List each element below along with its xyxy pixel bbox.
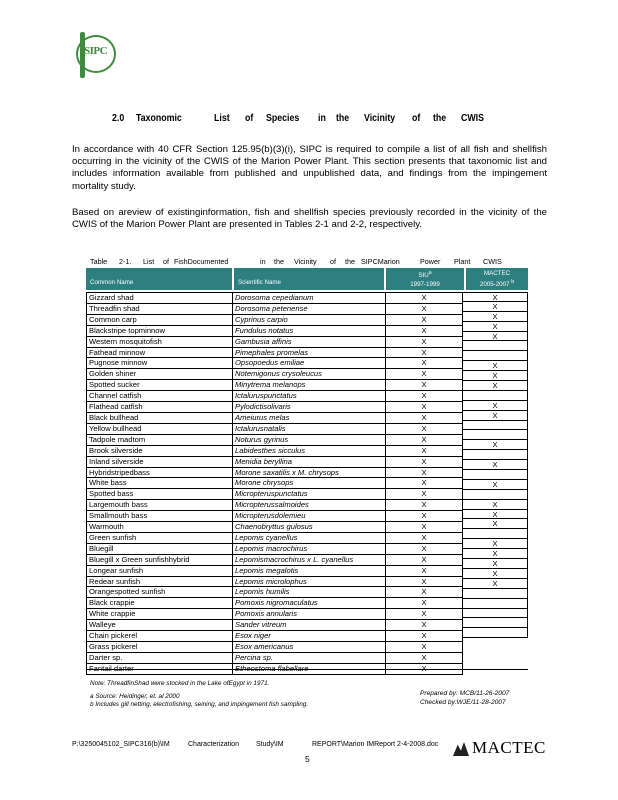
common-name-cell: Black crappie <box>87 598 233 609</box>
heading-word: in <box>318 113 326 124</box>
scientific-name-cell: Ictaluruspunctatus <box>233 391 386 402</box>
heading-word: Taxonomic <box>136 113 182 124</box>
siu-cell: X <box>386 620 463 631</box>
mactec-cell: X <box>462 460 528 470</box>
scientific-name-cell: Etheostoma flabellare <box>233 663 386 674</box>
heading-word: Vicinity <box>364 113 396 124</box>
common-name-cell: Walleye <box>87 620 233 631</box>
siu-cell: X <box>386 543 463 554</box>
common-name-cell: Fantail darter <box>87 663 233 674</box>
common-name-cell: Brook silverside <box>87 445 233 456</box>
mactec-cell <box>462 599 528 609</box>
mactec-cell: X <box>462 539 528 549</box>
scientific-name-cell: Micropteruspunctatus <box>233 489 386 500</box>
siu-cell: X <box>386 598 463 609</box>
header-siu: SIU$^a$ 1997-1999 <box>386 268 464 290</box>
caption-word: Vicinity <box>294 257 317 266</box>
siu-cell: X <box>386 391 463 402</box>
scientific-name-cell: Lepomis humilis <box>233 587 386 598</box>
table-row <box>87 609 463 620</box>
siu-cell: X <box>386 293 463 304</box>
mactec-cell <box>462 490 528 500</box>
mactec-cell: X <box>462 569 528 579</box>
table-row <box>87 336 463 347</box>
siu-cell: X <box>386 456 463 467</box>
mactec-cell <box>462 421 528 431</box>
common-name-cell: Grass pickerel <box>87 642 233 653</box>
common-name-cell: Hybridstripedbass <box>87 467 233 478</box>
siu-cell: X <box>386 565 463 576</box>
common-name-cell: Fathead minnow <box>87 347 233 358</box>
scientific-name-cell: Pomoxis nigromaculatus <box>233 598 386 609</box>
mactec-cell: X <box>462 549 528 559</box>
caption-word: the <box>274 257 284 266</box>
scientific-name-cell: Lepomis cyanellus <box>233 532 386 543</box>
mactec-cell <box>462 341 528 351</box>
mactec-cell: X <box>462 361 528 371</box>
mactec-cell: X <box>462 411 528 421</box>
heading-word: List <box>214 113 230 124</box>
common-name-cell: Green sunfish <box>87 532 233 543</box>
siu-cell: X <box>386 652 463 663</box>
siu-cell: X <box>386 314 463 325</box>
mactec-cell: X <box>462 381 528 391</box>
siu-cell: X <box>386 402 463 413</box>
mactec-cell: X <box>462 440 528 450</box>
mactec-cell: X <box>462 332 528 342</box>
table-row <box>87 522 463 533</box>
common-name-cell: Yellow bullhead <box>87 423 233 434</box>
heading-word: of <box>245 113 254 124</box>
scientific-name-cell: Sander vitreum <box>233 620 386 631</box>
scientific-name-cell: Lepomismacrochirus x L. cyanellus <box>233 554 386 565</box>
caption-word: FishDocumented <box>174 257 229 266</box>
table-row <box>87 543 463 554</box>
table-row <box>87 423 463 434</box>
review-paragraph: Based on areview of existinginformation, fish and shellfish species previously recorded in the vicinity of the CWIS of the Marion Power Plant are presented in Tables 2-1 and 2-2, respectively. <box>72 207 547 231</box>
scientific-name-cell: Esox americanus <box>233 642 386 653</box>
siu-cell: X <box>386 369 463 380</box>
table-row <box>87 489 463 500</box>
scientific-name-cell: Minytrema melanops <box>233 380 386 391</box>
caption-word: List <box>143 257 155 266</box>
mactec-cell: X <box>462 500 528 510</box>
table-row <box>87 314 463 325</box>
heading-word: the <box>433 113 447 124</box>
table-row <box>87 391 463 402</box>
mactec-cell: X <box>462 579 528 589</box>
siu-cell: X <box>386 489 463 500</box>
table-row <box>87 532 463 543</box>
scientific-name-cell: Micropterusdolemieu <box>233 511 386 522</box>
siu-cell: X <box>386 642 463 653</box>
caption-word: Plant <box>454 257 471 266</box>
table-row <box>87 554 463 565</box>
common-name-cell: White crappie <box>87 609 233 620</box>
mactec-cell: X <box>462 401 528 411</box>
common-name-cell: Chain pickerel <box>87 631 233 642</box>
mactec-cell <box>462 430 528 440</box>
common-name-cell: Common carp <box>87 314 233 325</box>
mactec-cell <box>462 470 528 480</box>
heading-number: 2.0 <box>112 113 125 124</box>
mactec-cell: X <box>462 371 528 381</box>
note-includes: b Includes gill netting, electrofishing, seining, and impingement fish sampling. <box>90 701 309 708</box>
table-notes <box>86 669 528 718</box>
siu-cell: X <box>386 511 463 522</box>
table-row <box>87 380 463 391</box>
common-name-cell: Orangespotted sunfish <box>87 587 233 598</box>
common-name-cell: Bluegill <box>87 543 233 554</box>
common-name-cell: Tadpole madtom <box>87 434 233 445</box>
mactec-cell <box>462 589 528 599</box>
mactec-cell: X <box>462 559 528 569</box>
siu-cell: X <box>386 587 463 598</box>
intro-paragraph: In accordance with 40 CFR Section 125.95(b)(3)(i), SIPC is required to compile a list of all fish and shellfish occurring in the vicinity of the CWIS of the Marion Power Plant. This section presents that taxonomic list and includes information available from published and unpublished data, and findings from the impingement mortality study. <box>72 144 547 192</box>
common-name-cell: Warmouth <box>87 522 233 533</box>
scientific-name-cell: Gambusia affinis <box>233 336 386 347</box>
scientific-name-cell: Labidesthes sicculus <box>233 445 386 456</box>
table-row <box>87 467 463 478</box>
siu-cell: X <box>386 380 463 391</box>
table-row <box>87 587 463 598</box>
common-name-cell: Darter sp. <box>87 652 233 663</box>
heading-word: of <box>412 113 421 124</box>
table-row <box>87 511 463 522</box>
mactec-cell: X <box>462 519 528 529</box>
siu-cell: X <box>386 532 463 543</box>
scientific-name-cell: Opsopoedus emiliae <box>233 358 386 369</box>
common-name-cell: Gizzard shad <box>87 293 233 304</box>
siu-cell: X <box>386 631 463 642</box>
table-row <box>87 347 463 358</box>
scientific-name-cell: Notemigonus crysoleucus <box>233 369 386 380</box>
heading-word: CWIS <box>461 113 484 124</box>
siu-cell: X <box>386 423 463 434</box>
scientific-name-cell: Ameiurus melas <box>233 412 386 423</box>
scientific-name-cell: Esox niger <box>233 631 386 642</box>
mactec-cell: X <box>462 322 528 332</box>
siu-cell: X <box>386 347 463 358</box>
common-name-cell: Spotted sucker <box>87 380 233 391</box>
scientific-name-cell: Dorosoma petenense <box>233 303 386 314</box>
scientific-name-cell: Lepomis megalotis <box>233 565 386 576</box>
caption-word: in <box>260 257 266 266</box>
note-threadfin: Note: ThreadfinShad were stocked in the Lake ofEgypt in 1971. <box>90 680 270 687</box>
table-row <box>87 500 463 511</box>
mactec-cell <box>462 450 528 460</box>
scientific-name-cell: Chaenobryttus gulosus <box>233 522 386 533</box>
header-mactec: MACTEC 2005-2007 $^b$ <box>466 268 528 290</box>
scientific-name-cell: Dorosoma cepedianum <box>233 293 386 304</box>
siu-cell: X <box>386 609 463 620</box>
scientific-name-cell: Cyprinus carpio <box>233 314 386 325</box>
header-scientific-name: Scientific Name <box>234 268 384 290</box>
table-row <box>87 434 463 445</box>
common-name-cell: Channel catfish <box>87 391 233 402</box>
common-name-cell: Western mosquitofish <box>87 336 233 347</box>
scientific-name-cell: Menidia beryllina <box>233 456 386 467</box>
mactec-column <box>462 292 528 638</box>
mactec-cell: X <box>462 302 528 312</box>
scientific-name-cell: Percina sp. <box>233 652 386 663</box>
scientific-name-cell: Fundulus notatus <box>233 325 386 336</box>
mactec-cell <box>462 618 528 628</box>
siu-cell: X <box>386 554 463 565</box>
table-row <box>87 445 463 456</box>
table-row <box>87 412 463 423</box>
common-name-cell: Largemouth bass <box>87 500 233 511</box>
siu-cell: X <box>386 325 463 336</box>
common-name-cell: White bass <box>87 478 233 489</box>
prepared-checked <box>420 689 509 707</box>
siu-cell: X <box>386 663 463 674</box>
heading-word: the <box>336 113 350 124</box>
common-name-cell: Flathead catfish <box>87 402 233 413</box>
common-name-cell: Threadfin shad <box>87 303 233 314</box>
siu-cell: X <box>386 412 463 423</box>
scientific-name-cell: Pomoxis annularis <box>233 609 386 620</box>
table-row <box>87 358 463 369</box>
caption-word: CWIS <box>483 257 502 266</box>
siu-cell: X <box>386 303 463 314</box>
mactec-cell <box>462 529 528 539</box>
fish-species-table <box>86 268 528 675</box>
siu-cell: X <box>386 478 463 489</box>
common-name-cell: Pugnose minnow <box>87 358 233 369</box>
table-row <box>87 456 463 467</box>
common-name-cell: Smallmouth bass <box>87 511 233 522</box>
caption-word: 2-1. <box>119 257 132 266</box>
heading-word: Species <box>266 113 300 124</box>
caption-word: Table <box>90 257 108 266</box>
scientific-name-cell: Micropterussalmoides <box>233 500 386 511</box>
checked-by: Checked by:WJE/11-28-2007 <box>420 699 506 706</box>
siu-cell: X <box>386 467 463 478</box>
sipc-logo <box>72 32 120 74</box>
common-name-cell: Spotted bass <box>87 489 233 500</box>
mactec-cell <box>462 391 528 401</box>
table-row <box>87 620 463 631</box>
scientific-name-cell: Pimephales promelas <box>233 347 386 358</box>
common-name-cell: Bluegill x Green sunfishhybrid <box>87 554 233 565</box>
table-row <box>87 652 463 663</box>
caption-word: of <box>330 257 336 266</box>
logo-text: SIPC <box>84 45 108 57</box>
header-common-name: Common Name <box>86 268 232 290</box>
table-row <box>87 369 463 380</box>
scientific-name-cell: Lepomis microlophus <box>233 576 386 587</box>
siu-cell: X <box>386 358 463 369</box>
common-name-cell: Golden shiner <box>87 369 233 380</box>
siu-cell: X <box>386 500 463 511</box>
scientific-name-cell: Morone chrysops <box>233 478 386 489</box>
table-row <box>87 642 463 653</box>
table-body <box>86 292 463 675</box>
mactec-cell: X <box>462 312 528 322</box>
table-row <box>87 478 463 489</box>
mactec-logo-icon <box>452 741 470 757</box>
table-row <box>87 303 463 314</box>
table-header-row <box>86 268 528 292</box>
scientific-name-cell: Lepomis macrochirus <box>233 543 386 554</box>
scientific-name-cell: Noturus gyrinus <box>233 434 386 445</box>
caption-word: the <box>345 257 355 266</box>
mactec-cell <box>462 609 528 619</box>
scientific-name-cell: Morone saxatilis x M. chrysops <box>233 467 386 478</box>
scientific-name-cell: Ictalurusnatalis <box>233 423 386 434</box>
common-name-cell: Longear sunfish <box>87 565 233 576</box>
mactec-cell: X <box>462 292 528 302</box>
common-name-cell: Black bullhead <box>87 412 233 423</box>
table-row <box>87 293 463 304</box>
siu-cell: X <box>386 522 463 533</box>
siu-cell: X <box>386 576 463 587</box>
table-row <box>87 576 463 587</box>
caption-word: SIPCMarion <box>361 257 400 266</box>
mactec-cell <box>462 351 528 361</box>
mactec-cell: X <box>462 510 528 520</box>
common-name-cell: Redear sunfish <box>87 576 233 587</box>
caption-word: of <box>163 257 169 266</box>
mactec-cell <box>462 628 528 638</box>
note-source: a Source: Heidinger, et. al 2000 <box>90 693 180 700</box>
table-row <box>87 402 463 413</box>
table-row <box>87 631 463 642</box>
table-row <box>87 598 463 609</box>
mactec-cell: X <box>462 480 528 490</box>
prepared-by: Prepared by: MCB/11-26-2007 <box>420 690 510 697</box>
siu-cell: X <box>386 434 463 445</box>
common-name-cell: Blackstripe topminnow <box>87 325 233 336</box>
common-name-cell: Inland silverside <box>87 456 233 467</box>
mactec-logo: MACTEC <box>452 738 546 758</box>
siu-cell: X <box>386 445 463 456</box>
page-number: 5 <box>305 754 310 764</box>
table-row <box>87 565 463 576</box>
caption-word: Power <box>420 257 441 266</box>
table-row <box>87 325 463 336</box>
scientific-name-cell: Pylodictisolivaris <box>233 402 386 413</box>
siu-cell: X <box>386 336 463 347</box>
